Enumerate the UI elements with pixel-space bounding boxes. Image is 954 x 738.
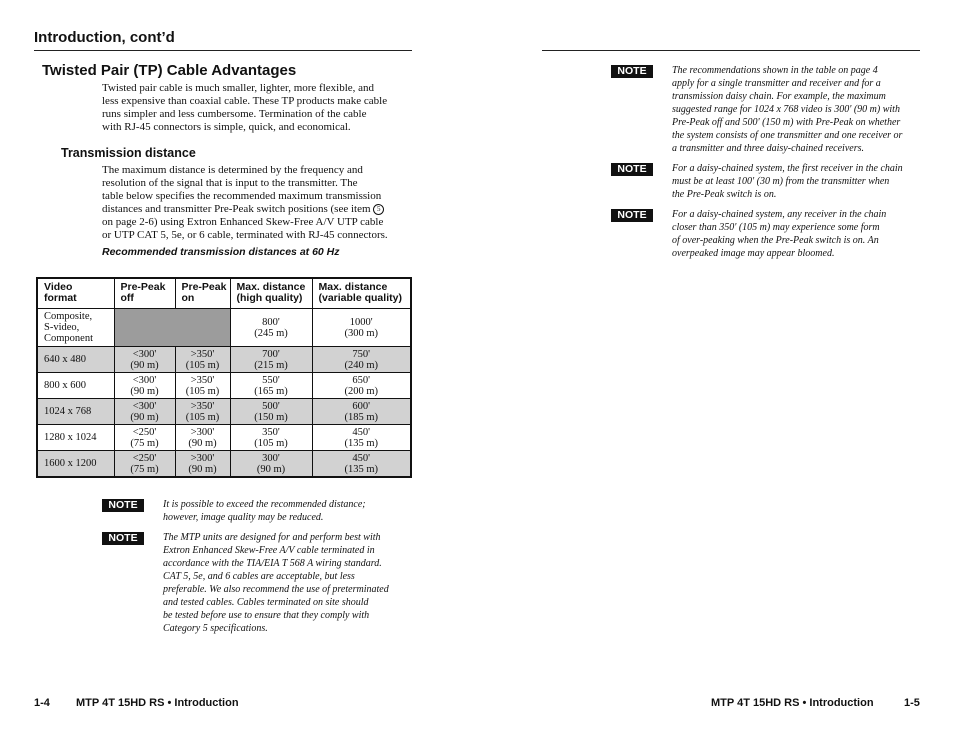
col-header-variable-quality: Max. distance (variable quality) (312, 278, 411, 309)
distance-table (36, 277, 412, 478)
cell-on: >350' (105 m) (175, 399, 230, 425)
cell-high: 300' (90 m) (230, 451, 312, 478)
text-line: resolution of the signal that is input to the transmitter. The (102, 177, 358, 189)
table-row (37, 347, 411, 373)
note-badge: NOTE (611, 65, 653, 78)
cell-variable: 600' (185 m) (312, 399, 411, 425)
text-line: table below specifies the recommended maximum transmission (102, 190, 382, 202)
cell-format: 1600 x 1200 (37, 451, 114, 478)
cell-on: >350' (105 m) (175, 347, 230, 373)
cell-variable: 450' (135 m) (312, 425, 411, 451)
item-number-icon: 5 (373, 204, 384, 215)
section-title: Twisted Pair (TP) Cable Advantages (42, 62, 297, 79)
table-row (37, 309, 411, 347)
cell-off: <250' (75 m) (114, 425, 175, 451)
text-line: or UTP CAT 5, 5e, or 6 cable, terminated with RJ-45 connectors. (102, 229, 388, 241)
cell-format: 800 x 600 (37, 373, 114, 399)
cell-variable: 650' (200 m) (312, 373, 411, 399)
table-caption: Recommended transmission distances at 60 Hz (102, 246, 340, 258)
cell-off: <250' (75 m) (114, 451, 175, 478)
cell-on: >300' (90 m) (175, 451, 230, 478)
cell-off: <300' (90 m) (114, 399, 175, 425)
text-line: The maximum distance is determined by the frequency and (102, 164, 363, 176)
subsection-title: Transmission distance (61, 146, 196, 160)
page-header: Introduction, cont’d (34, 29, 175, 46)
cell-high: 700' (215 m) (230, 347, 312, 373)
cell-format: 640 x 480 (37, 347, 114, 373)
header-rule-left (34, 50, 412, 51)
cell-format: 1280 x 1024 (37, 425, 114, 451)
note-badge: NOTE (611, 163, 653, 176)
table-header-row (37, 278, 411, 309)
note-text: It is possible to exceed the recommended distance; however, image quality may be reduced. (163, 499, 366, 523)
note-badge: NOTE (102, 499, 144, 512)
note-badge: NOTE (102, 532, 144, 545)
text-line: Twisted pair cable is much smaller, lighter, more flexible, and (102, 82, 375, 94)
cell-off: <300' (90 m) (114, 373, 175, 399)
note-text: For a daisy-chained system, any receiver in the chain closer than 350' (105 m) may experience some form of over-peaking when the Pre-Peak switch is on. An overpeaked image may appear bloomed. (672, 209, 887, 259)
table-row (37, 373, 411, 399)
text-line-part: distances and transmitter Pre-Peak switch positions (see item (102, 203, 371, 215)
note-text: The recommendations shown in the table on page 4 apply for a single transmitter and receiver and for a transmission daisy chain. For example, the maximum suggested range for 1024 x 768 video is 300' (90 m) with Pre-Peak off and 500' (150 m) with Pre-Peak on whether the system consists of one transmitter and one receiver or a transmitter and three daisy-chained receivers. (672, 65, 903, 154)
table-row (37, 451, 411, 478)
cell-off: <300' (90 m) (114, 347, 175, 373)
note-badge: NOTE (611, 209, 653, 222)
table-row (37, 425, 411, 451)
col-header-high-quality: Max. distance (high quality) (230, 278, 312, 309)
cell-high: 500' (150 m) (230, 399, 312, 425)
cell-on: >350' (105 m) (175, 373, 230, 399)
text-line (102, 203, 388, 216)
cell-on: >300' (90 m) (175, 425, 230, 451)
col-header-format: Video format (37, 278, 114, 309)
page-number-left: 1-4 (34, 697, 50, 709)
cell-variable: 1000' (300 m) (312, 309, 411, 347)
col-header-prepeak-on: Pre-Peak on (175, 278, 230, 309)
distance-paragraph (102, 164, 388, 242)
cell-high: 800' (245 m) (230, 309, 312, 347)
cell-high: 550' (165 m) (230, 373, 312, 399)
note-text: The MTP units are designed for and perform best with Extron Enhanced Skew-Free A/V cable terminated in accordance with the TIA/EIA T 568 A wiring standard. CAT 5, 5e, and 6 cables are acceptable, but less preferable. We also recommend the use of preterminated and tested cables. Cables terminated on site should be tested before use to ensure that they comply with Category 5 specifications. (163, 532, 389, 634)
footer-title-left: MTP 4T 15HD RS • Introduction (76, 697, 239, 709)
intro-paragraph (102, 82, 387, 134)
note-text: For a daisy-chained system, the first receiver in the chain must be at least 100' (30 m) from the transmitter when the Pre-Peak switch is on. (672, 163, 903, 200)
table-row (37, 399, 411, 425)
footer-title-right: MTP 4T 15HD RS • Introduction (711, 697, 874, 709)
col-header-prepeak-off: Pre-Peak off (114, 278, 175, 309)
page-number-right: 1-5 (904, 697, 920, 709)
header-rule-right (542, 50, 920, 51)
cell-high: 350' (105 m) (230, 425, 312, 451)
text-line: runs simpler and less cumbersome. Termination of the cable (102, 108, 367, 120)
text-line: on page 2-6) using Extron Enhanced Skew-Free A/V UTP cable (102, 216, 384, 228)
cell-format: 1024 x 768 (37, 399, 114, 425)
cell-variable: 450' (135 m) (312, 451, 411, 478)
cell-variable: 750' (240 m) (312, 347, 411, 373)
text-line: with RJ-45 connectors is simple, quick, and economical. (102, 121, 351, 133)
cell-not-applicable (114, 309, 230, 347)
cell-format: Composite, S-video, Component (37, 309, 114, 347)
text-line: less expensive than coaxial cable. These TP products make cable (102, 95, 388, 107)
